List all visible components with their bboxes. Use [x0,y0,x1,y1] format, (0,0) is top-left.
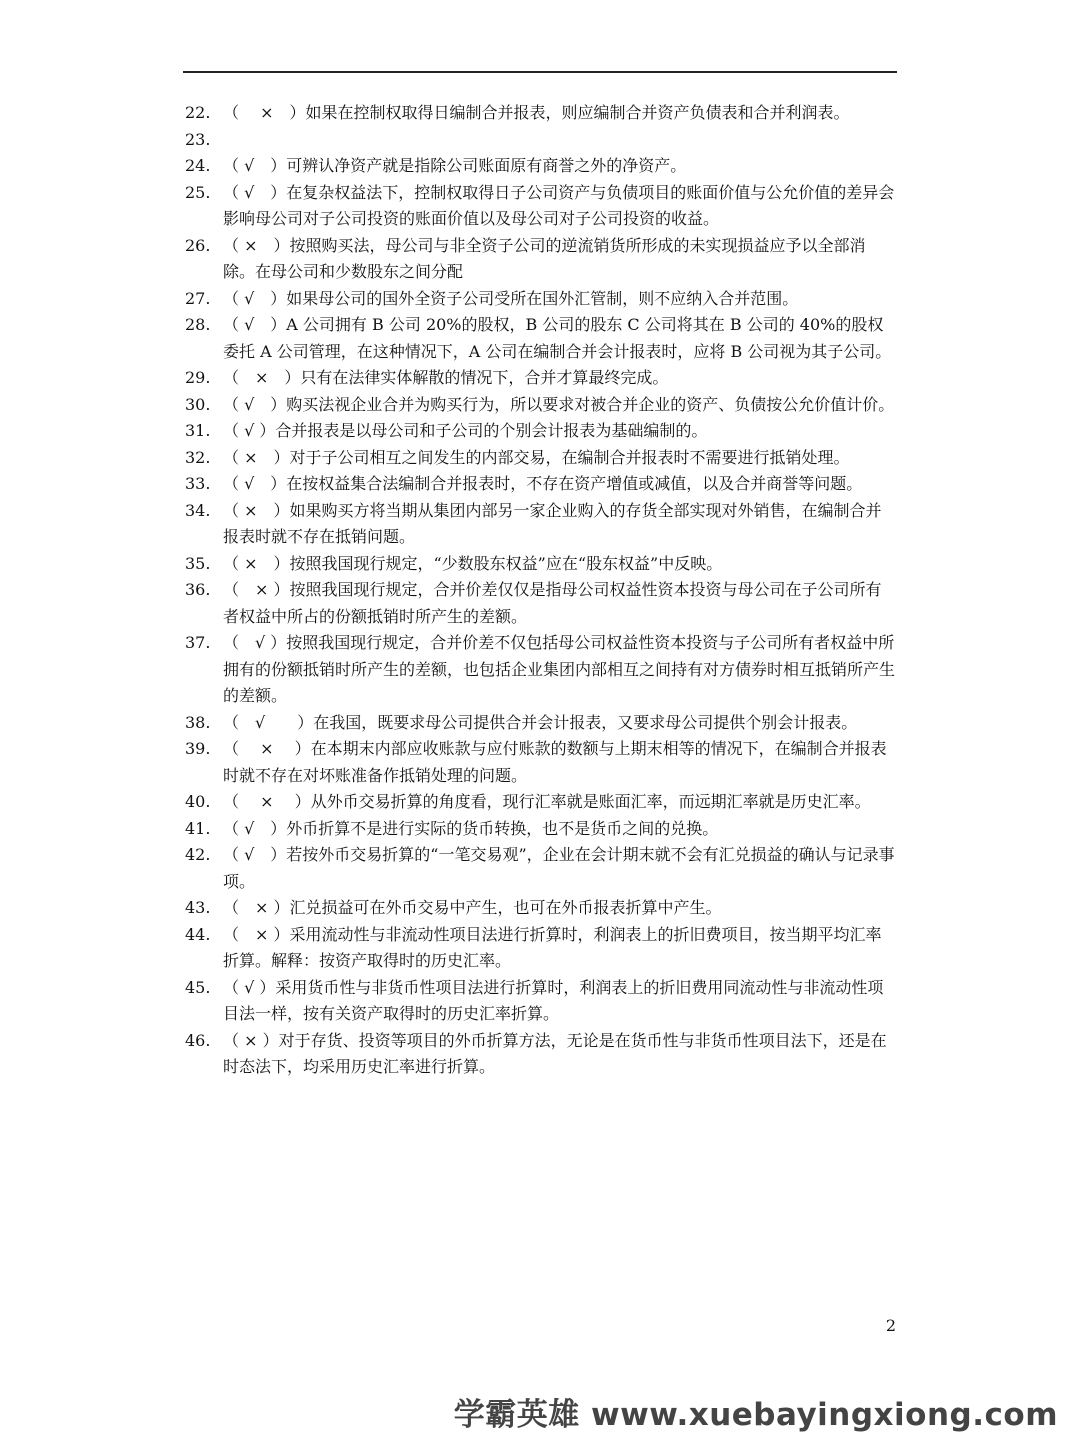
question-text: （ × ）对于子公司相互之间发生的内部交易，在编制合并报表时不需要进行抵销处理。 [223,447,850,467]
question-text: （ √ ）可辨认净资产就是指除公司账面原有商誉之外的净资产。 [223,156,687,175]
question-text: （ × ）汇兑损益可在外币交易中产生，也可在外币报表折算中产生。 [223,898,722,917]
question-text: （ × ）在本期末内部应收账款与应付账款的数额与上期末相等的情况下，在编制合并报表时就不存在对坏账准备作抵销处理的问题。 [223,739,887,785]
question-number: 30. [185,394,211,414]
question-text: （ √ ）购买法视企业合并为购买行为，所以要求对被合并企业的资产、负债按公允价值计价。 [223,394,895,414]
question-number: 42. [185,845,211,864]
question-item [185,286,897,313]
question-item [185,710,897,737]
question-number: 39. [185,739,211,758]
question-number: 32. [185,447,211,467]
question-number: 35. [185,553,211,573]
question-item [185,180,897,233]
question-item [185,392,897,419]
question-text: （ √ ）A 公司拥有 B 公司 20%的股权，B 公司的股东 C 公司将其在 B 公司的 40%的股权委托 A 公司管理，在这种情况下，A 公司在编制合并会计报表时，应将 B 公司视为其子公司。 [223,315,892,361]
question-text: （ × ）按照我国现行规定，合并价差仅仅是指母公司权益性资本投资与母公司在子公司所有者权益中所占的份额抵销时所产生的差额。 [223,580,882,626]
question-text: （ × ）如果购买方将当期从集团内部另一家企业购入的存货全部实现对外销售，在编制合并报表时就不存在抵销问题。 [223,500,882,546]
question-number: 38. [185,712,211,732]
question-item [185,816,897,843]
question-text: （ √ ）若按外币交易折算的“一笔交易观”，企业在会计期末就不会有汇兑损益的确认与记录事项。 [223,845,895,891]
question-number: 41. [185,818,211,838]
question-item [185,418,897,445]
question-item [185,100,897,127]
question-number: 31. [185,421,211,440]
question-text: （ × ）按照我国现行规定，“少数股东权益”应在“股东权益”中反映。 [223,553,723,573]
question-number: 45. [185,977,211,997]
question-text: （ × ）只有在法律实体解散的情况下，合并才算最终完成。 [223,368,669,387]
watermark: 学霸英雄 www.xuebayingxiong.com [453,1397,1058,1433]
question-item [185,736,897,789]
question-item [185,922,897,975]
question-item [185,127,897,154]
question-item [185,789,897,816]
question-item [185,630,897,710]
question-list [185,100,897,1081]
question-number: 36. [185,580,211,599]
header-rule [183,71,897,73]
question-number: 40. [185,792,211,811]
question-text: （ √ ）外币折算不是进行实际的货币转换，也不是货币之间的兑换。 [223,818,719,838]
question-number: 34. [185,500,211,520]
question-number: 33. [185,474,211,493]
question-number: 27. [185,288,211,308]
question-item [185,895,897,922]
question-text: （ × ）按照购买法，母公司与非全资子公司的逆流销货所形成的未实现损益应予以全部消除。在母公司和少数股东之间分配 [223,235,866,281]
question-item [185,577,897,630]
question-number: 23. [185,129,211,149]
question-text: （ √ ）在我国，既要求母公司提供合并会计报表，又要求母公司提供个别会计报表。 [223,712,858,732]
question-text: （ × ）对于存货、投资等项目的外币折算方法，无论是在货币性与非货币性项目法下，还是在时态法下，均采用历史汇率进行折算。 [223,1030,887,1076]
question-text: （ √ ）按照我国现行规定，合并价差不仅包括母公司权益性资本投资与子公司所有者权益中所拥有的份额抵销时所产生的差额，也包括企业集团内部相互之间持有对方债券时相互抵销所产生的差额。 [223,633,896,705]
question-text [223,130,228,149]
question-item [185,1028,897,1081]
question-item [185,312,897,365]
question-number: 22. [185,103,211,122]
question-number: 26. [185,235,211,255]
question-number: 28. [185,315,211,334]
question-text: （ √ ）在复杂权益法下，控制权取得日子公司资产与负债项目的账面价值与公允价值的差异会影响母公司对子公司投资的账面价值以及母公司对子公司投资的收益。 [223,182,895,228]
question-item [185,445,897,472]
question-item [185,365,897,392]
question-item [185,153,897,180]
question-number: 43. [185,898,211,917]
question-number: 44. [185,924,211,944]
question-text: （ × ）如果在控制权取得日编制合并报表，则应编制合并资产负债表和合并利润表。 [223,103,850,122]
question-item [185,975,897,1028]
question-text: （ × ）采用流动性与非流动性项目法进行折算时，利润表上的折旧费项目，按当期平均汇率折算。解释：按资产取得时的历史汇率。 [223,924,882,970]
question-number: 29. [185,368,211,387]
question-item [185,471,897,498]
page-number: 2 [885,1316,896,1335]
question-item [185,498,897,551]
question-text: （ √ ）如果母公司的国外全资子公司受所在国外汇管制，则不应纳入合并范围。 [223,288,799,308]
question-number: 37. [185,633,211,652]
question-text: （ √ ）在按权益集合法编制合并报表时，不存在资产增值或减值，以及合并商誉等问题。 [223,474,863,493]
question-item [185,551,897,578]
question-item [185,842,897,895]
question-text: （ √ ）采用货币性与非货币性项目法进行折算时，利润表上的折旧费用同流动性与非流动性项目法一样，按有关资产取得时的历史汇率折算。 [223,977,884,1023]
question-item [185,233,897,286]
question-text: （ √ ）合并报表是以母公司和子公司的个别会计报表为基础编制的。 [223,421,708,440]
question-number: 46. [185,1030,211,1050]
question-number: 25. [185,182,211,202]
question-text: （ × ）从外币交易折算的角度看，现行汇率就是账面汇率，而远期汇率就是历史汇率。 [223,792,871,811]
question-number: 24. [185,156,211,175]
